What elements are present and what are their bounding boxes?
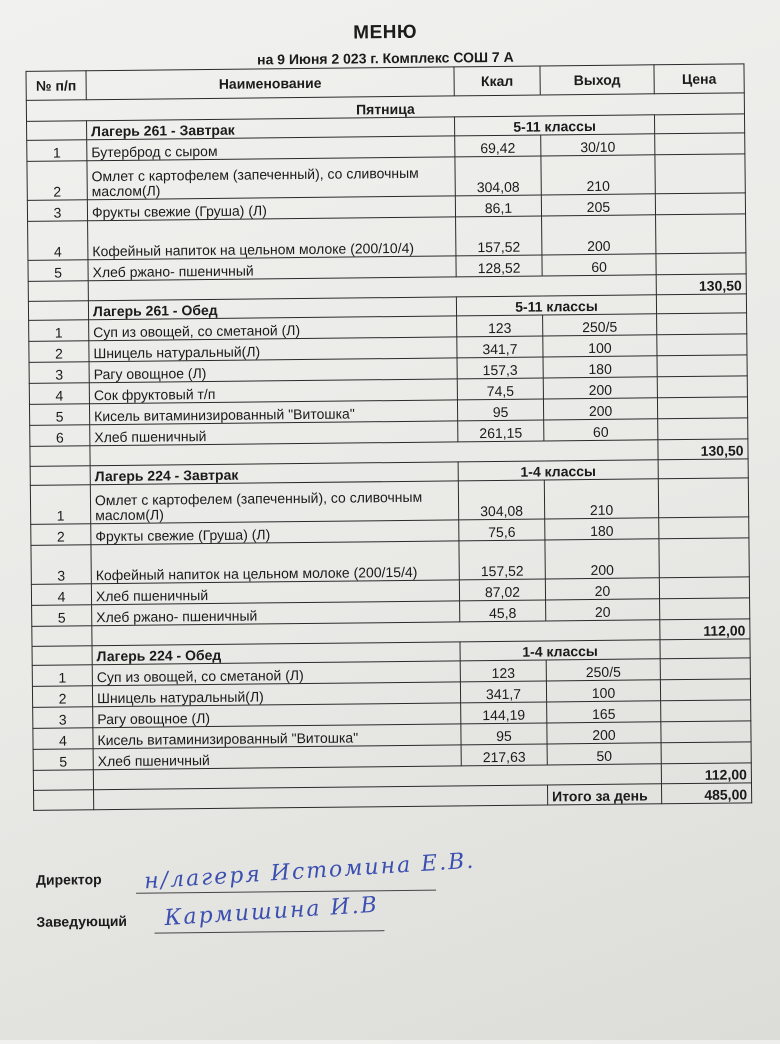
page-title: МЕНЮ — [353, 21, 418, 44]
item-yield: 210 — [541, 155, 655, 195]
item-kcal: 69,42 — [455, 135, 541, 157]
item-number: 4 — [31, 584, 91, 606]
section-grade: 1-4 классы — [458, 460, 658, 481]
section-num-cell — [30, 466, 90, 486]
item-price — [658, 478, 748, 518]
item-kcal: 128,52 — [456, 255, 542, 277]
item-yield: 200 — [542, 215, 656, 255]
item-price — [655, 133, 745, 155]
section-total: 130,50 — [656, 274, 746, 295]
item-yield: 50 — [547, 743, 661, 765]
item-kcal: 157,52 — [459, 540, 545, 580]
item-number: 1 — [27, 140, 87, 162]
item-name: Рагу овощное (Л) — [93, 703, 461, 728]
item-number: 4 — [29, 383, 89, 405]
item-name: Фрукты свежие (Груша) (Л) — [91, 520, 459, 545]
item-price — [655, 154, 745, 194]
item-price — [655, 193, 745, 215]
item-kcal: 157,3 — [457, 357, 543, 379]
section-grade: 5-11 классы — [454, 115, 654, 136]
item-number: 5 — [29, 404, 89, 426]
item-yield: 60 — [542, 254, 656, 276]
item-number: 2 — [29, 341, 89, 363]
item-number: 2 — [32, 686, 92, 708]
item-name: Кофейный напиток на цельном молоке (200/10/4) — [88, 217, 456, 260]
item-price — [657, 355, 747, 377]
item-kcal: 304,08 — [458, 480, 544, 520]
total-empty-cell — [28, 281, 88, 302]
header-name: Наименование — [86, 67, 454, 100]
section-total: 112,00 — [661, 763, 751, 784]
item-kcal: 74,5 — [457, 378, 543, 400]
section-num-cell — [28, 301, 88, 321]
item-kcal: 304,08 — [455, 156, 541, 196]
item-name: Фрукты свежие (Груша) (Л) — [87, 196, 455, 221]
item-name: Сок фруктовый т/п — [89, 379, 457, 404]
item-price — [659, 517, 749, 539]
item-yield: 20 — [546, 599, 660, 621]
section-total: 112,00 — [660, 619, 750, 640]
item-name: Хлеб ржано- пшеничный — [88, 256, 456, 281]
header-num: № п/п — [26, 71, 86, 101]
item-yield: 165 — [547, 701, 661, 723]
item-name: Суп из овощей, со сметаной (Л) — [89, 316, 457, 341]
day-label: Пятница — [26, 93, 744, 122]
item-price — [660, 598, 750, 620]
item-kcal: 341,7 — [460, 681, 546, 703]
item-name: Хлеб пшеничный — [90, 421, 458, 446]
item-number: 2 — [31, 524, 91, 546]
item-number: 3 — [27, 200, 87, 222]
section-price-cell — [654, 114, 744, 134]
item-name: Рагу овощное (Л) — [89, 358, 457, 383]
item-yield: 180 — [545, 518, 659, 540]
item-kcal: 95 — [457, 399, 543, 421]
page-subtitle: на 9 Июня 2 023 г. Комплекс СОШ 7 А — [256, 48, 514, 68]
header-kcal: Ккал — [454, 66, 540, 96]
section-num-cell — [32, 646, 92, 666]
section-title: Лагерь 224 - Завтрак — [90, 462, 458, 485]
item-kcal: 157,52 — [456, 216, 542, 256]
item-name: Бутерброд с сыром — [87, 136, 455, 161]
item-yield: 100 — [543, 335, 657, 357]
item-yield: 20 — [545, 578, 659, 600]
item-number: 3 — [33, 707, 93, 729]
total-empty-cell — [34, 790, 94, 811]
item-price — [661, 700, 751, 722]
day-total-label: Итого за день — [547, 784, 661, 805]
item-number: 1 — [29, 320, 89, 342]
item-name: Хлеб пшеничный — [91, 580, 459, 605]
item-name: Кисель витаминизированный "Витошка" — [89, 400, 457, 425]
item-kcal: 87,02 — [459, 579, 545, 601]
item-price — [656, 214, 746, 254]
item-number: 5 — [28, 260, 88, 282]
item-number: 5 — [32, 605, 92, 627]
item-yield: 250/5 — [546, 659, 660, 681]
item-number: 1 — [32, 665, 92, 687]
item-name: Кофейный напиток на цельном молоке (200/15/4) — [91, 541, 459, 584]
item-price — [657, 313, 747, 335]
item-name: Шницель натуральный(Л) — [92, 682, 460, 707]
section-price-cell — [658, 459, 748, 479]
item-kcal: 86,1 — [455, 195, 541, 217]
item-price — [659, 577, 749, 599]
item-yield: 210 — [544, 479, 658, 519]
item-name: Омлет с картофелем (запеченный), со сливочным маслом(Л) — [87, 157, 455, 200]
item-number: 1 — [30, 485, 90, 525]
item-yield: 200 — [547, 722, 661, 744]
header-price: Цена — [654, 64, 744, 94]
item-number: 4 — [28, 221, 88, 261]
item-number: 3 — [31, 545, 91, 585]
item-yield: 180 — [543, 356, 657, 378]
item-kcal: 123 — [457, 315, 543, 337]
item-kcal: 95 — [461, 723, 547, 745]
day-total-value: 485,00 — [661, 783, 751, 804]
director-label: Директор — [35, 871, 102, 888]
item-kcal: 144,19 — [461, 702, 547, 724]
section-grade: 5-11 классы — [456, 295, 656, 316]
total-empty-cell — [30, 446, 90, 467]
item-number: 4 — [33, 728, 93, 750]
item-price — [659, 538, 749, 578]
section-title: Лагерь 224 - Обед — [92, 642, 460, 665]
section-price-cell — [660, 639, 750, 659]
item-price — [657, 376, 747, 398]
item-price — [661, 721, 751, 743]
item-yield: 100 — [546, 680, 660, 702]
manager-signature: Кармишина И.В — [163, 892, 380, 932]
section-num-cell — [27, 121, 87, 141]
item-yield: 250/5 — [543, 314, 657, 336]
item-number: 2 — [27, 161, 87, 201]
item-price — [657, 397, 747, 419]
item-name: Суп из овощей, со сметаной (Л) — [92, 661, 460, 686]
item-price — [657, 334, 747, 356]
item-yield: 200 — [543, 398, 657, 420]
section-grade: 1-4 классы — [460, 640, 660, 661]
item-number: 6 — [30, 425, 90, 447]
item-price — [660, 679, 750, 701]
item-name: Кисель витаминизированный "Витошка" — [93, 724, 461, 749]
section-title: Лагерь 261 - Обед — [88, 297, 456, 320]
director-signature: н/лагеря Истомина Е.В. — [143, 848, 476, 895]
item-price — [661, 742, 751, 764]
item-yield: 200 — [543, 377, 657, 399]
item-yield: 200 — [545, 539, 659, 579]
item-kcal: 123 — [460, 660, 546, 682]
item-kcal: 341,7 — [457, 336, 543, 358]
section-total: 130,50 — [658, 439, 748, 460]
section-title: Лагерь 261 - Завтрак — [87, 117, 455, 140]
item-number: 5 — [33, 749, 93, 771]
item-number: 3 — [29, 362, 89, 384]
total-empty-cell — [32, 626, 92, 647]
item-name: Омлет с картофелем (запеченный), со сливочным маслом(Л) — [90, 481, 458, 524]
total-empty-cell — [94, 785, 548, 810]
item-price — [660, 658, 750, 680]
section-price-cell — [656, 294, 746, 314]
total-empty-cell — [33, 770, 93, 791]
item-name: Хлеб ржано- пшеничный — [92, 601, 460, 626]
item-kcal: 217,63 — [461, 744, 547, 766]
item-yield: 30/10 — [541, 134, 655, 156]
header-yield: Выход — [540, 65, 654, 95]
manager-sign-line — [155, 930, 385, 933]
item-kcal: 75,6 — [459, 519, 545, 541]
menu-table — [25, 63, 752, 810]
item-yield: 60 — [544, 419, 658, 441]
item-yield: 205 — [541, 194, 655, 216]
item-kcal: 45,8 — [460, 600, 546, 622]
item-name: Хлеб пшеничный — [93, 745, 461, 770]
item-price — [658, 418, 748, 440]
item-name: Шницель натуральный(Л) — [89, 337, 457, 362]
item-price — [656, 253, 746, 275]
item-kcal: 261,15 — [458, 420, 544, 442]
manager-label: Заведующий — [36, 912, 128, 930]
